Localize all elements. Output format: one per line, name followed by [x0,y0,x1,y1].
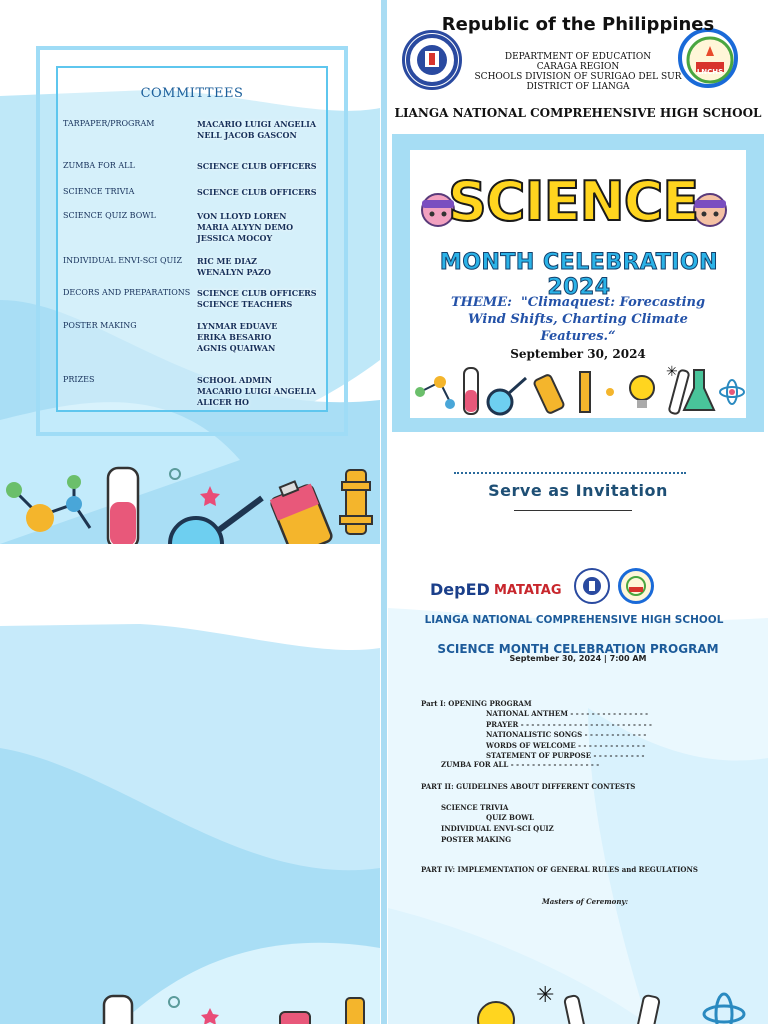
committee-member: SCIENCE TEACHERS [197,299,293,309]
committee-name: INDIVIDUAL ENVI-SCI QUIZ [63,256,183,265]
committee-name: SCIENCE QUIZ BOWL [63,211,156,220]
zumba-item: ZUMBA FOR ALL - - - - - - - - - - - - - - - - - [441,760,600,769]
microscope-icon [340,470,372,534]
program-school-name: LIANGA NATIONAL COMPREHENSIVE HIGH SCHOOL [424,614,724,626]
committee-member: NELL JACOB GASCON [197,130,297,140]
committee-members [197,375,337,408]
opening-program-item: STATEMENT OF PURPOSE - - - - - - - - - - [486,751,645,760]
contest-item: INDIVIDUAL ENVI-SCI QUIZ [441,824,554,833]
committee-members [197,321,337,354]
theme-label: THEME: [450,295,512,310]
opening-program-item: WORDS OF WELCOME - - - - - - - - - - - - - [486,740,646,750]
part-two-heading: PART II: GUIDELINES ABOUT DIFFERENT CONTESTS [421,782,636,791]
background-wash [0,548,380,1024]
banner-clipart-strip [410,362,746,418]
month-celebration-headline: MONTH CELEBRATION 2024 [439,250,719,300]
opening-program-item: PRAYER - - - - - - - - - - - - - - - - - - - - - - - - - [486,719,652,729]
invitation-underline [514,510,632,511]
committee-member: JESSICA MOCOY [197,233,273,243]
theme-text: "Climaquest: Forecasting Wind Shifts, Charting Climate Features.“ [468,295,706,344]
lnchs-seal-label: LNCHS [696,68,724,76]
part-four-heading: PART IV: IMPLEMENTATION OF GENERAL RULES and REGULATIONS [421,865,698,874]
committee-members [197,288,337,310]
science-clipart-strip [0,456,380,544]
opening-program-item: NATIONALISTIC SONGS - - - - - - - - - - - - [486,730,647,739]
program-clipart-strip [418,980,768,1024]
matatag-logo [494,583,562,598]
masters-of-ceremony: Masters of Ceremony: [542,897,629,906]
republic-title: Republic of the Philippines [441,14,715,35]
program-panel [388,548,768,1024]
committees-title: COMMITTEES [140,86,244,101]
svg-text:✳: ✳ [536,983,555,1008]
committee-name: PRIZES [63,375,95,384]
district-line: DISTRICT OF LIANGA [526,82,630,92]
deped-seal-icon [574,568,610,604]
committee-name: ZUMBA FOR ALL [63,161,135,170]
committee-members [197,256,337,278]
program-date-time: September 30, 2024 | 7:00 AM [509,654,647,663]
committee-member: RIC ME DIAZ [197,256,258,266]
contest-item: QUIZ BOWL [486,813,534,822]
back-cover-panel [0,548,380,1024]
deped-logo [430,580,490,599]
committee-member: ALICER HO [197,397,249,407]
event-date: September 30, 2024 [510,347,646,361]
battery-icon [267,476,333,544]
star-icon [200,486,220,506]
test-tube-icon [108,468,138,544]
invitation-cover-panel [388,0,768,544]
contest-item: POSTER MAKING [441,835,512,844]
matatag-logo-text: MATATAG [494,583,562,598]
svg-text:✳: ✳ [666,364,678,380]
school-name: LIANGA NATIONAL COMPREHENSIVE HIGH SCHOOL [394,106,762,120]
science-headline: SCIENCE [448,170,699,233]
department-line: DEPARTMENT OF EDUCATION [504,52,652,62]
committee-member: MARIA ALYYN DEMO [197,222,294,232]
magnifier-icon [170,498,262,544]
lnchs-seal-icon [618,568,654,604]
page-divider [381,0,387,1024]
division-line: SCHOOLS DIVISION OF SURIGAO DEL SUR [474,72,682,82]
deped-logo-text: DepED [430,580,490,599]
contest-item: SCIENCE TRIVIA [441,803,509,812]
committee-member: MACARIO LUIGI ANGELIA [197,386,317,396]
committee-member: ERIKA BESARIO [197,332,272,342]
committee-members [197,211,337,244]
committee-member: VON LLOYD LOREN [197,211,287,221]
committees-panel [0,0,380,544]
committee-member: AGNIS QUAIWAN [197,343,276,353]
committee-member: SCIENCE CLUB OFFICERS [197,288,317,298]
committee-name: POSTER MAKING [63,321,137,330]
committee-members [197,161,337,172]
committee-member: SCHOOL ADMIN [197,375,273,385]
invitation-divider [454,472,686,474]
committee-name: SCIENCE TRIVIA [63,187,135,196]
science-clipart-strip [90,988,380,1024]
committee-name: DECORS AND PREPARATIONS [63,288,191,297]
program-title: SCIENCE MONTH CELEBRATION PROGRAM [437,642,719,656]
committee-member: MACARIO LUIGI ANGELIA [197,119,317,129]
committee-members [197,187,337,198]
committee-member: LYNMAR EDUAVE [197,321,278,331]
opening-program-item: NATIONAL ANTHEM - - - - - - - - - - - - - - - [486,709,649,718]
committee-member: WENALYN PAZO [197,267,271,277]
theme-statement [448,294,708,345]
committee-member: SCIENCE CLUB OFFICERS [197,161,317,171]
region-line: CARAGA REGION [536,62,620,72]
committee-name: TARPAPER/PROGRAM [63,119,155,128]
committee-members [197,119,337,141]
invitation-caption: Serve as Invitation [488,481,668,500]
part-one-heading: Part I: OPENING PROGRAM [421,699,532,708]
committee-member: SCIENCE CLUB OFFICERS [197,187,317,197]
